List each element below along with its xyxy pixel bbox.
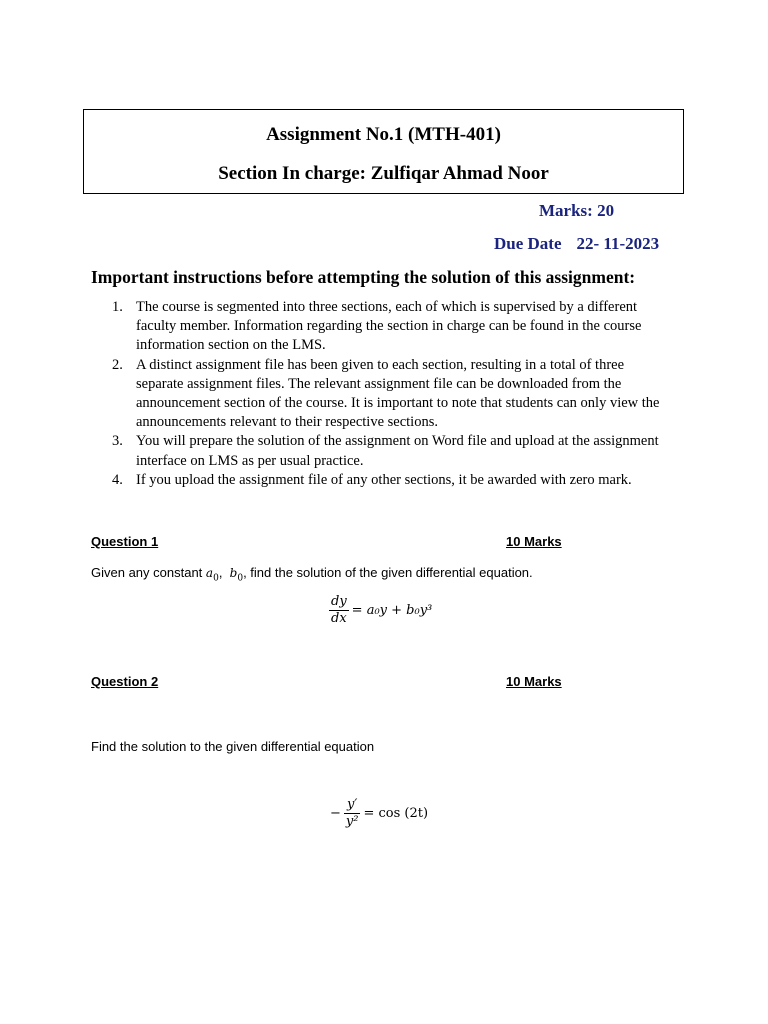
fraction-numerator: dy — [331, 594, 347, 609]
minus-sign: − — [330, 806, 341, 821]
instruction-number: 2. — [112, 356, 123, 373]
instruction-item — [108, 356, 668, 433]
instruction-number: 4. — [112, 471, 123, 488]
question-2-equation — [330, 797, 428, 830]
constant-a0: $a_0$ — [205, 566, 219, 584]
question-1-marks: 10 Marks — [506, 534, 562, 549]
fraction-denominator: dx — [331, 611, 347, 626]
question-2-title: Question 2 — [91, 674, 159, 689]
assignment-title: Assignment No.1 (MTH-401) — [266, 124, 501, 145]
due-date — [494, 234, 659, 254]
question-2-marks: 10 Marks — [506, 674, 562, 689]
due-date-label: Due Date — [494, 234, 562, 253]
instruction-text: If you upload the assignment file of any other sections, it be awarded with zero mark. — [136, 471, 632, 488]
question-2-text: Find the solution to the given differential equation — [91, 739, 375, 754]
question-1-text-after: , find the solution of the given differential equation. — [243, 565, 533, 580]
instruction-item — [108, 298, 668, 356]
instruction-text: A distinct assignment file has been given to each section, resulting in a total of three separate assignment files. The relevant assignment file can be downloaded from the announcement section of the course. It is important to note that students can only view the announcements relevant to their respective sections. — [136, 356, 660, 431]
due-date-value: 22- 11-2023 — [576, 234, 660, 253]
section-in-charge: Section In charge: Zulfiqar Ahmad Noor — [218, 163, 549, 184]
equation-rhs: = a₀y + b₀y³ — [351, 603, 433, 618]
total-marks: Marks: 20 — [539, 201, 615, 220]
derivative-fraction — [329, 594, 349, 627]
equation-rhs: = cos (2t) — [363, 806, 429, 821]
derivative-fraction — [344, 797, 361, 830]
instruction-number: 3. — [112, 433, 123, 450]
question-1-text-before: Given any constant — [91, 565, 203, 580]
question-1-text: Given any constant $a_0$, $b_0$, find the solution of the given differential equation. — [91, 565, 533, 584]
instructions-list — [108, 298, 668, 490]
instruction-text: The course is segmented into three sections, each of which is supervised by a different faculty member. Information regarding the section in charge can be found in the course information section on the LMS. — [136, 299, 642, 354]
instruction-item — [108, 471, 668, 490]
constant-b0: $b_0$ — [229, 566, 244, 584]
question-1-title: Question 1 — [91, 534, 159, 549]
instruction-number: 1. — [112, 299, 123, 315]
question-1-equation — [326, 594, 432, 627]
instruction-item — [108, 432, 668, 470]
header-box — [83, 109, 684, 194]
instructions-heading: Important instructions before attempting the solution of this assignment: — [91, 267, 636, 287]
instruction-text: You will prepare the solution of the assignment on Word file and upload at the assignment interface on LMS as per usual practice. — [136, 433, 659, 469]
fraction-denominator: y² — [345, 814, 359, 829]
fraction-numerator: y′ — [347, 797, 358, 812]
